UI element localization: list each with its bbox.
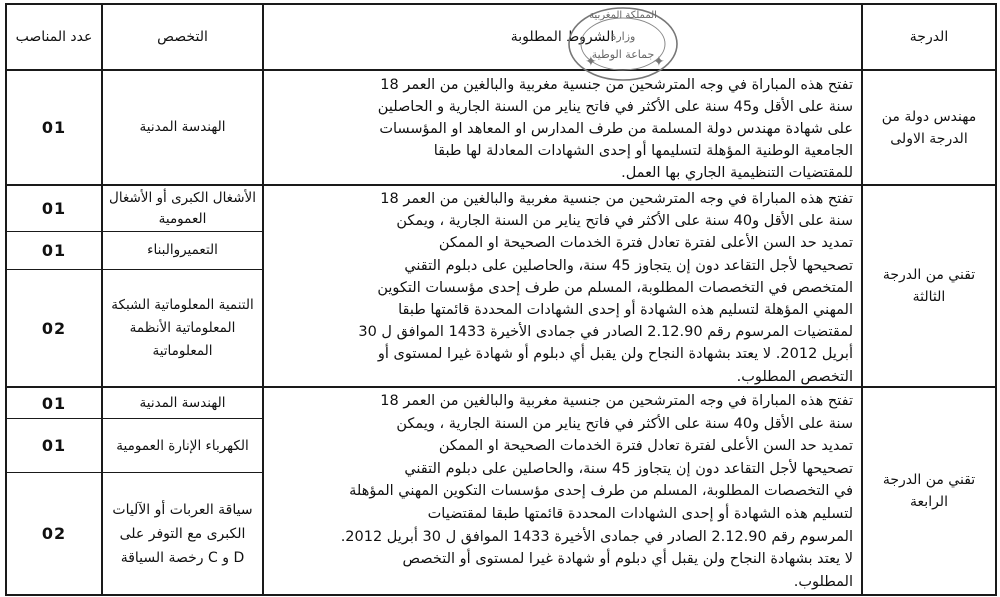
stamp-text-bottom: جماعة الوطية xyxy=(591,48,655,61)
count-cell: 01 xyxy=(41,118,67,137)
conditions-line: تمديد حد السن الأعلى لفترة تعادل فترة الخدمات الصحيحة او الممكن xyxy=(438,438,853,455)
conditions-line: سنة على الأقل و45 سنة على الأكثر في فاتح يناير من السنة الجارية و الحاصلين xyxy=(377,99,853,115)
grade-cell: تقني من الدرجة الرابعة xyxy=(882,472,976,510)
conditions-line: المطلوب. xyxy=(793,573,853,590)
specialty-cell: الأشغال الكبرى أو الأشغال العمومية xyxy=(109,189,256,227)
count-cell: 01 xyxy=(41,241,67,260)
count-cell: 01 xyxy=(41,436,67,455)
count-cell: 01 xyxy=(41,199,67,218)
stamp-text-top: المملكة المغربية xyxy=(589,10,657,21)
conditions-line: على شهادة مهندس دولة المسلمة من طرف المدارس او المعاهد او المؤسسات xyxy=(379,121,853,137)
table-border-right xyxy=(995,3,997,596)
conditions-line: تفتح هذه المباراة في وجه المترشحين من جنسية مغربية والبالغين من العمر 18 xyxy=(380,393,853,409)
conditions-line: لتسليم هذه الشهادة أو إحدى الشهادات المحددة قائمتها طبقا لمقتضيات xyxy=(427,505,853,522)
header-grade: الدرجة xyxy=(909,29,949,45)
specialty-cell: الكهرباء الإنارة العمومية xyxy=(116,437,249,454)
conditions-cell xyxy=(264,74,861,184)
conditions-line: تفتح هذه المباراة في وجه المترشحين من جنسية مغربية والبالغين من العمر 18 xyxy=(380,191,853,207)
conditions-line: للمقتضيات التنظيمية الجاري بها العمل. xyxy=(621,165,853,181)
conditions-line: تفتح هذه المباراة في وجه المترشحين من جنسية مغربية والبالغين من العمر 18 xyxy=(380,77,853,93)
conditions-cell xyxy=(264,390,861,593)
specialty-cell: التعميروالبناء xyxy=(147,242,218,258)
conditions-line: في التخصصات المطلوبة، المسلم من طرف إحدى مؤسسات التكوين المهني المؤهلة xyxy=(349,483,853,500)
conditions-line: أبريل 2012. لا يعتد بشهادة النجاح ولن يقبل أي دبلوم أو شهادة غيرا لمستوى أو xyxy=(377,346,853,363)
table-border-bottom xyxy=(5,594,997,596)
specialty-cell: سياقة العربات أو الآليات الكبرى مع التوفر على رخصة السياقة C و D xyxy=(112,501,253,566)
stamp-star-icon: ✦ xyxy=(653,54,665,70)
header-specialty: التخصص xyxy=(157,29,208,45)
conditions-line: المهني المؤهلة لتسليم هذه الشهادة أو إحدى الشهادات المحددة قائمتها طبقا xyxy=(398,302,853,319)
conditions-line: سنة على الأقل و40 سنة على الأكثر في فاتح يناير من السنة الجارية ، ويمكن xyxy=(396,213,853,230)
count-cell: 02 xyxy=(41,318,67,338)
specialty-cell: التنمية المعلوماتية الشبكة المعلوماتية الأنظمة المعلوماتية xyxy=(111,296,254,359)
conditions-line: التخصص المطلوب. xyxy=(736,368,853,385)
conditions-line: المتخصص في التخصصات المطلوبة، المسلم من طرف إحدى مؤسسات التكوين xyxy=(377,279,853,296)
count-cell: 01 xyxy=(41,393,67,413)
conditions-line: تصحيحها لأجل التقاعد دون إن يتجاوز 45 سنة، والحاصلين على دبلوم التقني xyxy=(404,460,853,477)
conditions-line: تصحيحها لأجل التقاعد دون إن يتجاوز 45 سنة، والحاصلين على دبلوم التقني xyxy=(404,257,853,274)
stamp-text-mid: وزارة xyxy=(610,30,636,43)
grade-cell: تقني من الدرجة الثالثة xyxy=(882,267,976,305)
conditions-line: لا يعتد بشهادة النجاح ولن يقبل أي دبلوم أو شهادة غيرا لمستوى أو التخصص xyxy=(402,551,853,568)
conditions-line: تمديد حد السن الأعلى لفترة تعادل فترة الخدمات الصحيحة او الممكن xyxy=(438,235,853,252)
conditions-cell xyxy=(264,188,861,388)
header-conditions: الشروط المطلوبة xyxy=(510,29,615,45)
header-count: عدد المناصب xyxy=(15,29,93,45)
conditions-line: الجامعية الوطنية المؤهلة لتسليمها أو إحدى الشهادات المعادلة لها طبقا xyxy=(433,143,853,159)
specialty-cell: الهندسة المدنية xyxy=(139,394,226,411)
conditions-line: لمقتضيات المرسوم رقم 2.12.90 الصادر في جمادى الأخيرة 1433 الموافق ل 30 xyxy=(358,324,853,341)
count-cell: 02 xyxy=(41,524,67,543)
specialty-cell: الهندسة المدنية xyxy=(139,119,226,135)
stamp-star-icon: ✦ xyxy=(585,54,597,70)
conditions-line: المرسوم رقم 2.12.90 الصادر في جمادى الأخيرة 1433 الموافق ل 30 أبريل 2012. xyxy=(340,528,853,545)
conditions-line: سنة على الأقل و40 سنة على الأكثر في فاتح يناير من السنة الجارية ، ويمكن xyxy=(396,415,853,432)
grade-cell: مهندس دولة من الدرجة الاولى xyxy=(881,108,977,147)
